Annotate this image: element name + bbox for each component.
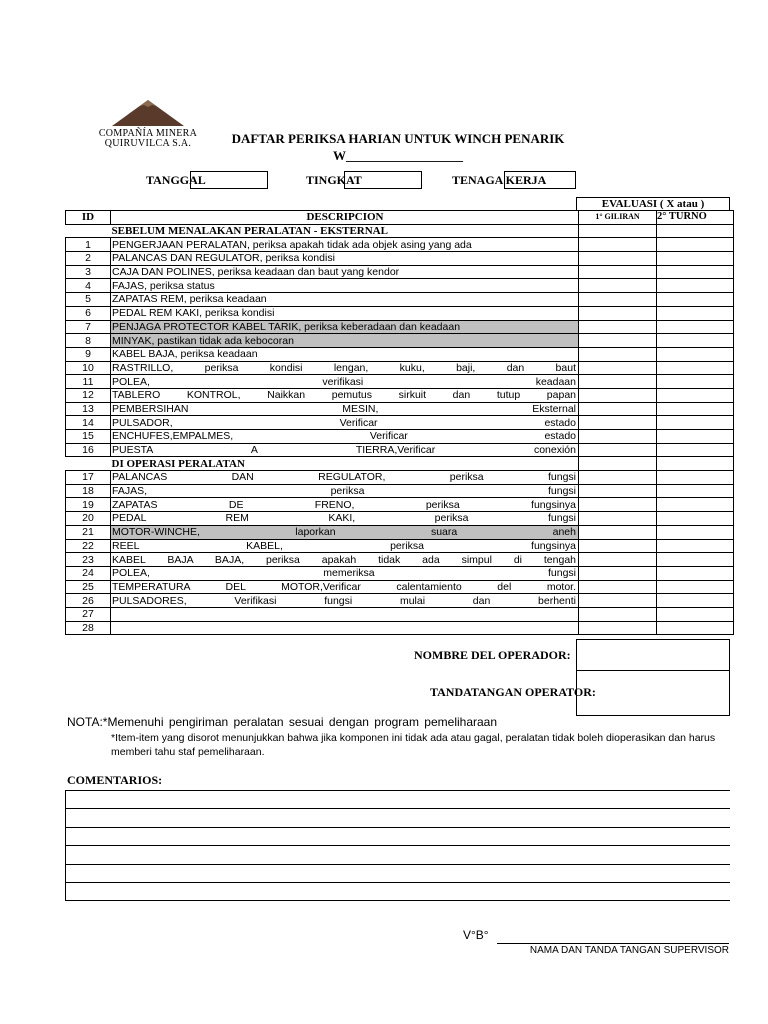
table-row (66, 566, 734, 580)
page-title: DAFTAR PERIKSA HARIAN UNTUK WINCH PENARIK (231, 131, 565, 146)
row-description-text: PEDAL REM KAKI, periksa fungsi (112, 512, 576, 525)
table-row (66, 375, 734, 389)
turn2-checkbox-cell[interactable] (657, 238, 734, 252)
row-description-text: POLEA, verifikasi keadaan (112, 375, 576, 388)
section-spacer (657, 457, 734, 471)
row-id: 5 (66, 293, 111, 307)
row-description-text: ENCHUFES,EMPALMES, Verificar estado (112, 430, 576, 443)
turn2-checkbox-cell[interactable] (657, 539, 734, 553)
comment-line (65, 845, 730, 846)
turn1-checkbox-cell[interactable] (579, 347, 657, 361)
row-id: 1 (66, 238, 111, 252)
turn1-checkbox-cell[interactable] (579, 553, 657, 567)
turn1-checkbox-cell[interactable] (579, 361, 657, 375)
operator-name-label: NOMBRE DEL OPERADOR: (414, 648, 571, 662)
table-row (66, 484, 734, 498)
turn1-checkbox-cell[interactable] (579, 621, 657, 635)
row-id: 20 (66, 512, 111, 526)
turn2-checkbox-cell[interactable] (657, 621, 734, 635)
row-description (111, 607, 579, 621)
row-description-text: TEMPERATURA DEL MOTOR,Verificar calentamiento del motor. (112, 580, 576, 593)
row-description-text: POLEA, memeriksa fungsi (112, 567, 576, 580)
column-header-turn2: 2° TURNO (657, 211, 734, 225)
table-row (66, 252, 734, 266)
table-row (66, 443, 734, 457)
row-description-text: PULSADOR, Verificar estado (112, 416, 576, 429)
turn2-checkbox-cell[interactable] (657, 279, 734, 293)
row-id: 28 (66, 621, 111, 635)
row-description (111, 416, 579, 430)
turn2-checkbox-cell[interactable] (657, 306, 734, 320)
row-id: 13 (66, 402, 111, 416)
table-row (66, 306, 734, 320)
turn2-checkbox-cell[interactable] (657, 553, 734, 567)
operator-signature-field[interactable] (576, 670, 730, 716)
table-header-row (66, 211, 734, 225)
turn1-checkbox-cell[interactable] (579, 416, 657, 430)
row-description-text: FAJAS, periksa fungsi (112, 485, 576, 498)
turn2-checkbox-cell[interactable] (657, 443, 734, 457)
row-id: 6 (66, 306, 111, 320)
table-row (66, 498, 734, 512)
level-field[interactable] (344, 171, 422, 189)
row-id: 15 (66, 430, 111, 444)
date-field[interactable] (190, 171, 268, 189)
turn1-checkbox-cell[interactable] (579, 443, 657, 457)
row-id: 16 (66, 443, 111, 457)
turn1-checkbox-cell[interactable] (579, 566, 657, 580)
turn2-checkbox-cell[interactable] (657, 334, 734, 348)
turn2-checkbox-cell[interactable] (657, 293, 734, 307)
row-description (111, 471, 579, 485)
turn1-checkbox-cell[interactable] (579, 471, 657, 485)
supervisor-label: NAMA DAN TANDA TANGAN SUPERVISOR (529, 945, 729, 956)
table-row (66, 388, 734, 402)
section-spacer (657, 224, 734, 238)
row-description: PEDAL REM KAKI, periksa kondisi (111, 306, 579, 320)
checklist-table (65, 210, 734, 635)
turn2-checkbox-cell[interactable] (657, 347, 734, 361)
column-header-description: DESCRIPCION (111, 211, 579, 225)
turn1-checkbox-cell[interactable] (579, 498, 657, 512)
workforce-label: TENAGA KERJA (452, 173, 547, 187)
turn2-checkbox-cell[interactable] (657, 512, 734, 526)
turn2-checkbox-cell[interactable] (657, 525, 734, 539)
row-description (111, 402, 579, 416)
row-description: PENJAGA PROTECTOR KABEL TARIK, periksa keberadaan dan keadaan (111, 320, 579, 334)
turn1-checkbox-cell[interactable] (579, 539, 657, 553)
company-name-line2: QUIRUVILCA S.A. (104, 138, 192, 149)
table-row (66, 525, 734, 539)
table-row (66, 539, 734, 553)
turn2-checkbox-cell[interactable] (657, 498, 734, 512)
row-description-text: TABLERO KONTROL, Naikkan pemutus sirkuit dan tutup papan (112, 389, 576, 402)
turn2-checkbox-cell[interactable] (657, 594, 734, 608)
table-row (66, 265, 734, 279)
table-row (66, 594, 734, 608)
note-text1: *Memenuhi pengiriman peralatan sesuai dengan program pemeliharaan (102, 715, 498, 729)
row-id: 2 (66, 252, 111, 266)
row-id: 14 (66, 416, 111, 430)
row-description (111, 580, 579, 594)
company-name-line1: COMPAÑÍA MINERA (98, 128, 198, 139)
table-row (66, 471, 734, 485)
row-id: 3 (66, 265, 111, 279)
row-id: 10 (66, 361, 111, 375)
date-label: TANGGAL (146, 173, 206, 187)
note-line1 (67, 715, 497, 729)
turn1-checkbox-cell[interactable] (579, 265, 657, 279)
turn2-checkbox-cell[interactable] (657, 471, 734, 485)
comment-line (65, 900, 730, 901)
row-id: 27 (66, 607, 111, 621)
table-row (66, 416, 734, 430)
turn1-checkbox-cell[interactable] (579, 334, 657, 348)
row-description-text: PEMBERSIHAN MESIN, Eksternal (112, 402, 576, 415)
row-description-text: RASTRILLO, periksa kondisi lengan, kuku, baji, dan baut (112, 361, 576, 374)
turn1-checkbox-cell[interactable] (579, 375, 657, 389)
row-id: 9 (66, 347, 111, 361)
turn2-checkbox-cell[interactable] (657, 265, 734, 279)
turn1-checkbox-cell[interactable] (579, 580, 657, 594)
turn2-checkbox-cell[interactable] (657, 607, 734, 621)
row-id: 4 (66, 279, 111, 293)
comment-line (65, 882, 730, 883)
row-description-text: PUESTA A TIERRA,Verificar conexión (112, 444, 576, 457)
turn2-checkbox-cell[interactable] (657, 361, 734, 375)
row-description (111, 361, 579, 375)
row-id: 22 (66, 539, 111, 553)
mountain-logo-icon (112, 98, 184, 128)
vb-label: V°B° (463, 928, 489, 942)
table-row (66, 361, 734, 375)
table-row (66, 580, 734, 594)
row-id: 11 (66, 375, 111, 389)
comment-line (65, 864, 730, 865)
row-id: 26 (66, 594, 111, 608)
row-description (111, 443, 579, 457)
table-row (66, 334, 734, 348)
section-spacer (579, 457, 657, 471)
row-id: 12 (66, 388, 111, 402)
row-description: PALANCAS DAN REGULATOR, periksa kondisi (111, 252, 579, 266)
row-description: PENGERJAAN PERALATAN, periksa apakah tidak ada objek asing yang ada (111, 238, 579, 252)
turn1-checkbox-cell[interactable] (579, 607, 657, 621)
row-description-text: PULSADORES, Verifikasi fungsi mulai dan berhenti (112, 594, 576, 607)
turn1-checkbox-cell[interactable] (579, 279, 657, 293)
comments-label: COMENTARIOS: (67, 773, 163, 787)
row-id: 18 (66, 484, 111, 498)
table-row (66, 607, 734, 621)
row-id: 19 (66, 498, 111, 512)
turn2-checkbox-cell[interactable] (657, 388, 734, 402)
table-row (66, 238, 734, 252)
table-row (66, 279, 734, 293)
table-row (66, 347, 734, 361)
section-header-row (66, 224, 734, 238)
row-description: ZAPATAS REM, periksa keadaan (111, 293, 579, 307)
table-row (66, 512, 734, 526)
supervisor-signature-line[interactable] (497, 943, 729, 944)
section-title: SEBELUM MENALAKAN PERALATAN - EKSTERNAL (111, 224, 579, 238)
turn1-checkbox-cell[interactable] (579, 430, 657, 444)
section-spacer (579, 224, 657, 238)
table-row (66, 621, 734, 635)
row-id: 23 (66, 553, 111, 567)
table-row (66, 320, 734, 334)
column-header-turn1: 1° GILIRAN (579, 211, 657, 225)
row-description-text: MOTOR-WINCHE, laporkan suara aneh (112, 526, 576, 539)
turn1-checkbox-cell[interactable] (579, 388, 657, 402)
section-spacer (66, 457, 111, 471)
row-description: KABEL BAJA, periksa keadaan (111, 347, 579, 361)
winch-id-line: W__________________ (333, 148, 463, 163)
row-id: 7 (66, 320, 111, 334)
column-header-id: ID (66, 211, 111, 225)
table-row (66, 293, 734, 307)
turn2-checkbox-cell[interactable] (657, 416, 734, 430)
turn1-checkbox-cell[interactable] (579, 512, 657, 526)
turn1-checkbox-cell[interactable] (579, 525, 657, 539)
row-description (111, 498, 579, 512)
row-id: 24 (66, 566, 111, 580)
operator-signature-label: TANDATANGAN OPERATOR: (430, 685, 596, 699)
section-spacer (66, 224, 111, 238)
note-label: NOTA: (67, 715, 103, 729)
turn2-checkbox-cell[interactable] (657, 252, 734, 266)
row-description-text: PALANCAS DAN REGULATOR, periksa fungsi (112, 471, 576, 484)
row-id: 17 (66, 471, 111, 485)
row-description (111, 539, 579, 553)
workforce-field[interactable] (504, 171, 576, 189)
evaluation-header (576, 197, 730, 211)
row-description (111, 430, 579, 444)
table-row (66, 430, 734, 444)
note-text2: *Item-item yang disorot menunjukkan bahwa jika komponen ini tidak ada atau gagal, peralatan tidak boleh dioperasikan dan harus memberi tahu staf pemeliharaan. (111, 732, 716, 758)
turn2-checkbox-cell[interactable] (657, 430, 734, 444)
turn2-checkbox-cell[interactable] (657, 320, 734, 334)
section-header-row (66, 457, 734, 471)
row-description (111, 484, 579, 498)
row-description (111, 553, 579, 567)
row-description (111, 566, 579, 580)
turn1-checkbox-cell[interactable] (579, 306, 657, 320)
turn2-checkbox-cell[interactable] (657, 484, 734, 498)
turn1-checkbox-cell[interactable] (579, 238, 657, 252)
row-description: MINYAK, pastikan tidak ada kebocoran (111, 334, 579, 348)
turn1-checkbox-cell[interactable] (579, 484, 657, 498)
row-description-text: KABEL BAJA BAJA, periksa apakah tidak ada simpul di tengah (112, 553, 576, 566)
section-title: DI OPERASI PERALATAN (111, 457, 579, 471)
row-id: 25 (66, 580, 111, 594)
turn2-checkbox-cell[interactable] (657, 375, 734, 389)
turn2-checkbox-cell[interactable] (657, 402, 734, 416)
row-description (111, 512, 579, 526)
level-label: TINGKAT (306, 173, 362, 187)
row-id: 21 (66, 525, 111, 539)
row-description (111, 621, 579, 635)
turn2-checkbox-cell[interactable] (657, 580, 734, 594)
row-description: FAJAS, periksa status (111, 279, 579, 293)
row-description-text: REEL KABEL, periksa fungsinya (112, 539, 576, 552)
turn1-checkbox-cell[interactable] (579, 320, 657, 334)
turn1-checkbox-cell[interactable] (579, 252, 657, 266)
table-row (66, 402, 734, 416)
operator-name-field[interactable] (576, 639, 730, 671)
turn1-checkbox-cell[interactable] (579, 402, 657, 416)
row-id: 8 (66, 334, 111, 348)
row-description (111, 388, 579, 402)
turn1-checkbox-cell[interactable] (579, 594, 657, 608)
row-description-text: ZAPATAS DE FRENO, periksa fungsinya (112, 498, 576, 511)
evaluation-header-label: EVALUASI ( X atau ) (601, 198, 705, 210)
table-row (66, 553, 734, 567)
comment-line (65, 790, 730, 791)
comment-line (65, 808, 730, 809)
turn2-checkbox-cell[interactable] (657, 566, 734, 580)
row-description (111, 594, 579, 608)
comment-line (65, 827, 730, 828)
row-description (111, 375, 579, 389)
row-description (111, 525, 579, 539)
row-description: CAJA DAN POLINES, periksa keadaan dan baut yang kendor (111, 265, 579, 279)
turn1-checkbox-cell[interactable] (579, 293, 657, 307)
